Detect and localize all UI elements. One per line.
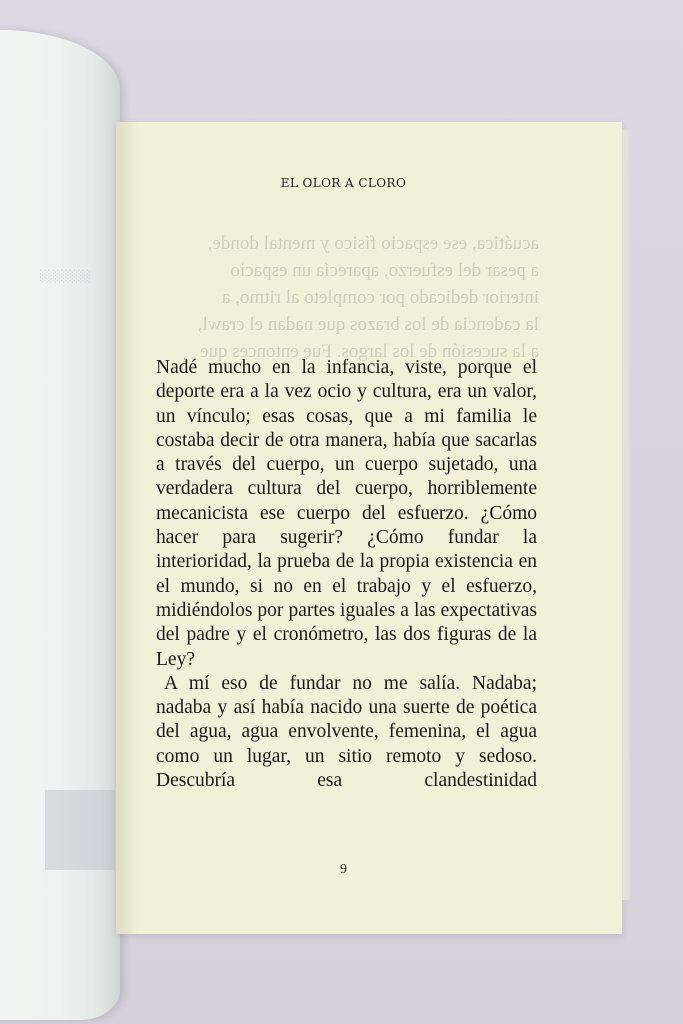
show-through-line: a la sucesión de los largos. Fue entonces que — [200, 341, 539, 362]
running-head: EL OLOR A CLORO — [280, 176, 407, 190]
show-through-line: interior dedicado por completo al ritmo, a — [221, 287, 539, 308]
left-page-ghost-image — [45, 790, 115, 870]
left-page-show-through: ░░░░░░ — [40, 270, 91, 283]
book-gutter-shadow — [116, 122, 138, 934]
show-through-line: la cadencia de los brazos que nadan el crawl, — [197, 314, 539, 335]
page-number: 9 — [340, 862, 347, 877]
body-text — [156, 356, 537, 793]
left-page — [0, 30, 120, 1020]
paragraph: Nadé mucho en la infancia, viste, porque el deporte era a la vez ocio y cultura, era un valor, un vínculo; esas cosas, que a mi familia le costaba decir de otra manera, había que sacarlas a través del cuerpo, un cuerpo sujetado, una verdadera cultura del cuerpo, horriblemente mecanicista ese cuerpo del esfuerzo. ¿Cómo hacer para sugerir? ¿Cómo fundar la interioridad, la prueba de la propia existencia en el mundo, si no en el trabajo y el esfuerzo, midiéndolos por partes iguales a las expectativas del padre y el cronómetro, las dos figuras de la Ley? — [156, 357, 537, 670]
paragraph: A mí eso de fundar no me salía. Nadaba; nadaba y así había nacido una suerte de poética del agua, agua envolvente, femenina, el agua como un lugar, un sitio remoto y sedoso. Descubría esa clandestinidad — [156, 672, 537, 792]
show-through-line: a pesar del esfuerzo, aparecía un espacio — [230, 260, 539, 281]
show-through-text — [154, 230, 539, 365]
show-through-line: acuática, ese espacio físico y mental donde, — [207, 233, 539, 254]
